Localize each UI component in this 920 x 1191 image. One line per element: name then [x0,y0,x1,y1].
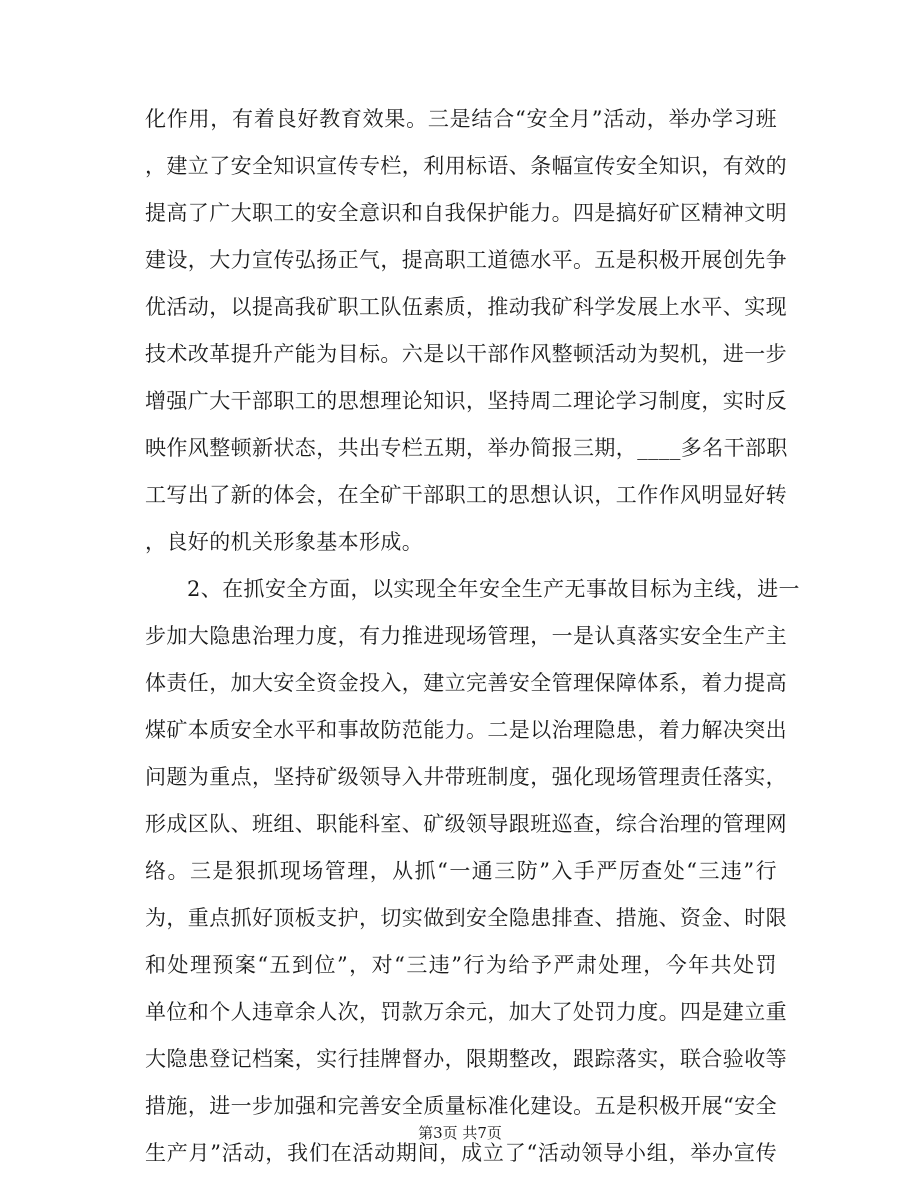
text-line: 化作用，有着良好教育效果。三是结合“安全月”活动，举办学习班 [145,107,777,131]
text-line: 优活动，以提高我矿职工队伍素质，推动我矿科学发展上水平、实现 [145,295,787,319]
text-line: 形成区队、班组、职能科室、矿级领导跟班巡查，综合治理的管理网 [145,812,787,836]
text-line: 络。三是狠抓现场管理，从抓“一通三防”入手严厉查处“三违”行 [145,859,777,883]
text-line: 问题为重点，坚持矿级领导入井带班制度，强化现场管理责任落实， [145,765,787,789]
text-line: 单位和个人违章余人次，罚款万余元，加大了处罚力度。四是建立重 [145,1000,787,1024]
text-line: 映作风整顿新状态，共出专栏五期，举办简报三期，____多名干部职 [145,436,788,460]
page-number-footer: 第3页 共7页 [418,1124,502,1142]
text-line: ，建立了安全知识宣传专栏，利用标语、条幅宣传安全知识，有效的 [145,154,787,178]
text-line: ，良好的机关形象基本形成。 [145,530,424,554]
text-line: 2、在抓安全方面，以实现全年安全生产无事故目标为主线，进一 [187,577,800,601]
paragraph-1 [145,96,788,566]
paragraph-2 [145,566,800,1177]
text-line: 生产月”活动，我们在活动期间，成立了“活动领导小组，举办宣传 [145,1141,777,1165]
text-line: 提高了广大职工的安全意识和自我保护能力。四是搞好矿区精神文明 [145,201,787,225]
text-line: 为，重点抓好顶板支护，切实做到安全隐患排查、措施、资金、时限 [145,906,787,930]
text-line: 技术改革提升产能为目标。六是以干部作风整顿活动为契机，进一步 [145,342,787,366]
body-text [145,96,800,1177]
text-line: 大隐患登记档案，实行挂牌督办，限期整改，跟踪落实，联合验收等 [145,1047,787,1071]
text-line: 措施，进一步加强和完善安全质量标准化建设。五是积极开展“安全 [145,1094,777,1118]
text-line: 体责任，加大安全资金投入，建立完善安全管理保障体系，着力提高 [145,671,787,695]
text-line: 工写出了新的体会，在全矿干部职工的思想认识，工作作风明显好转 [145,483,787,507]
text-line: 建设，大力宣传弘扬正气，提高职工道德水平。五是积极开展创先争 [145,248,787,272]
text-line: 步加大隐患治理力度，有力推进现场管理，一是认真落实安全生产主 [145,624,787,648]
text-line: 和处理预案“五到位”，对“三违”行为给予严肃处理，今年共处罚 [145,953,777,977]
text-line: 增强广大干部职工的思想理论知识，坚持周二理论学习制度，实时反 [145,389,787,413]
text-line: 煤矿本质安全水平和事故防范能力。二是以治理隐患，着力解决突出 [145,718,787,742]
